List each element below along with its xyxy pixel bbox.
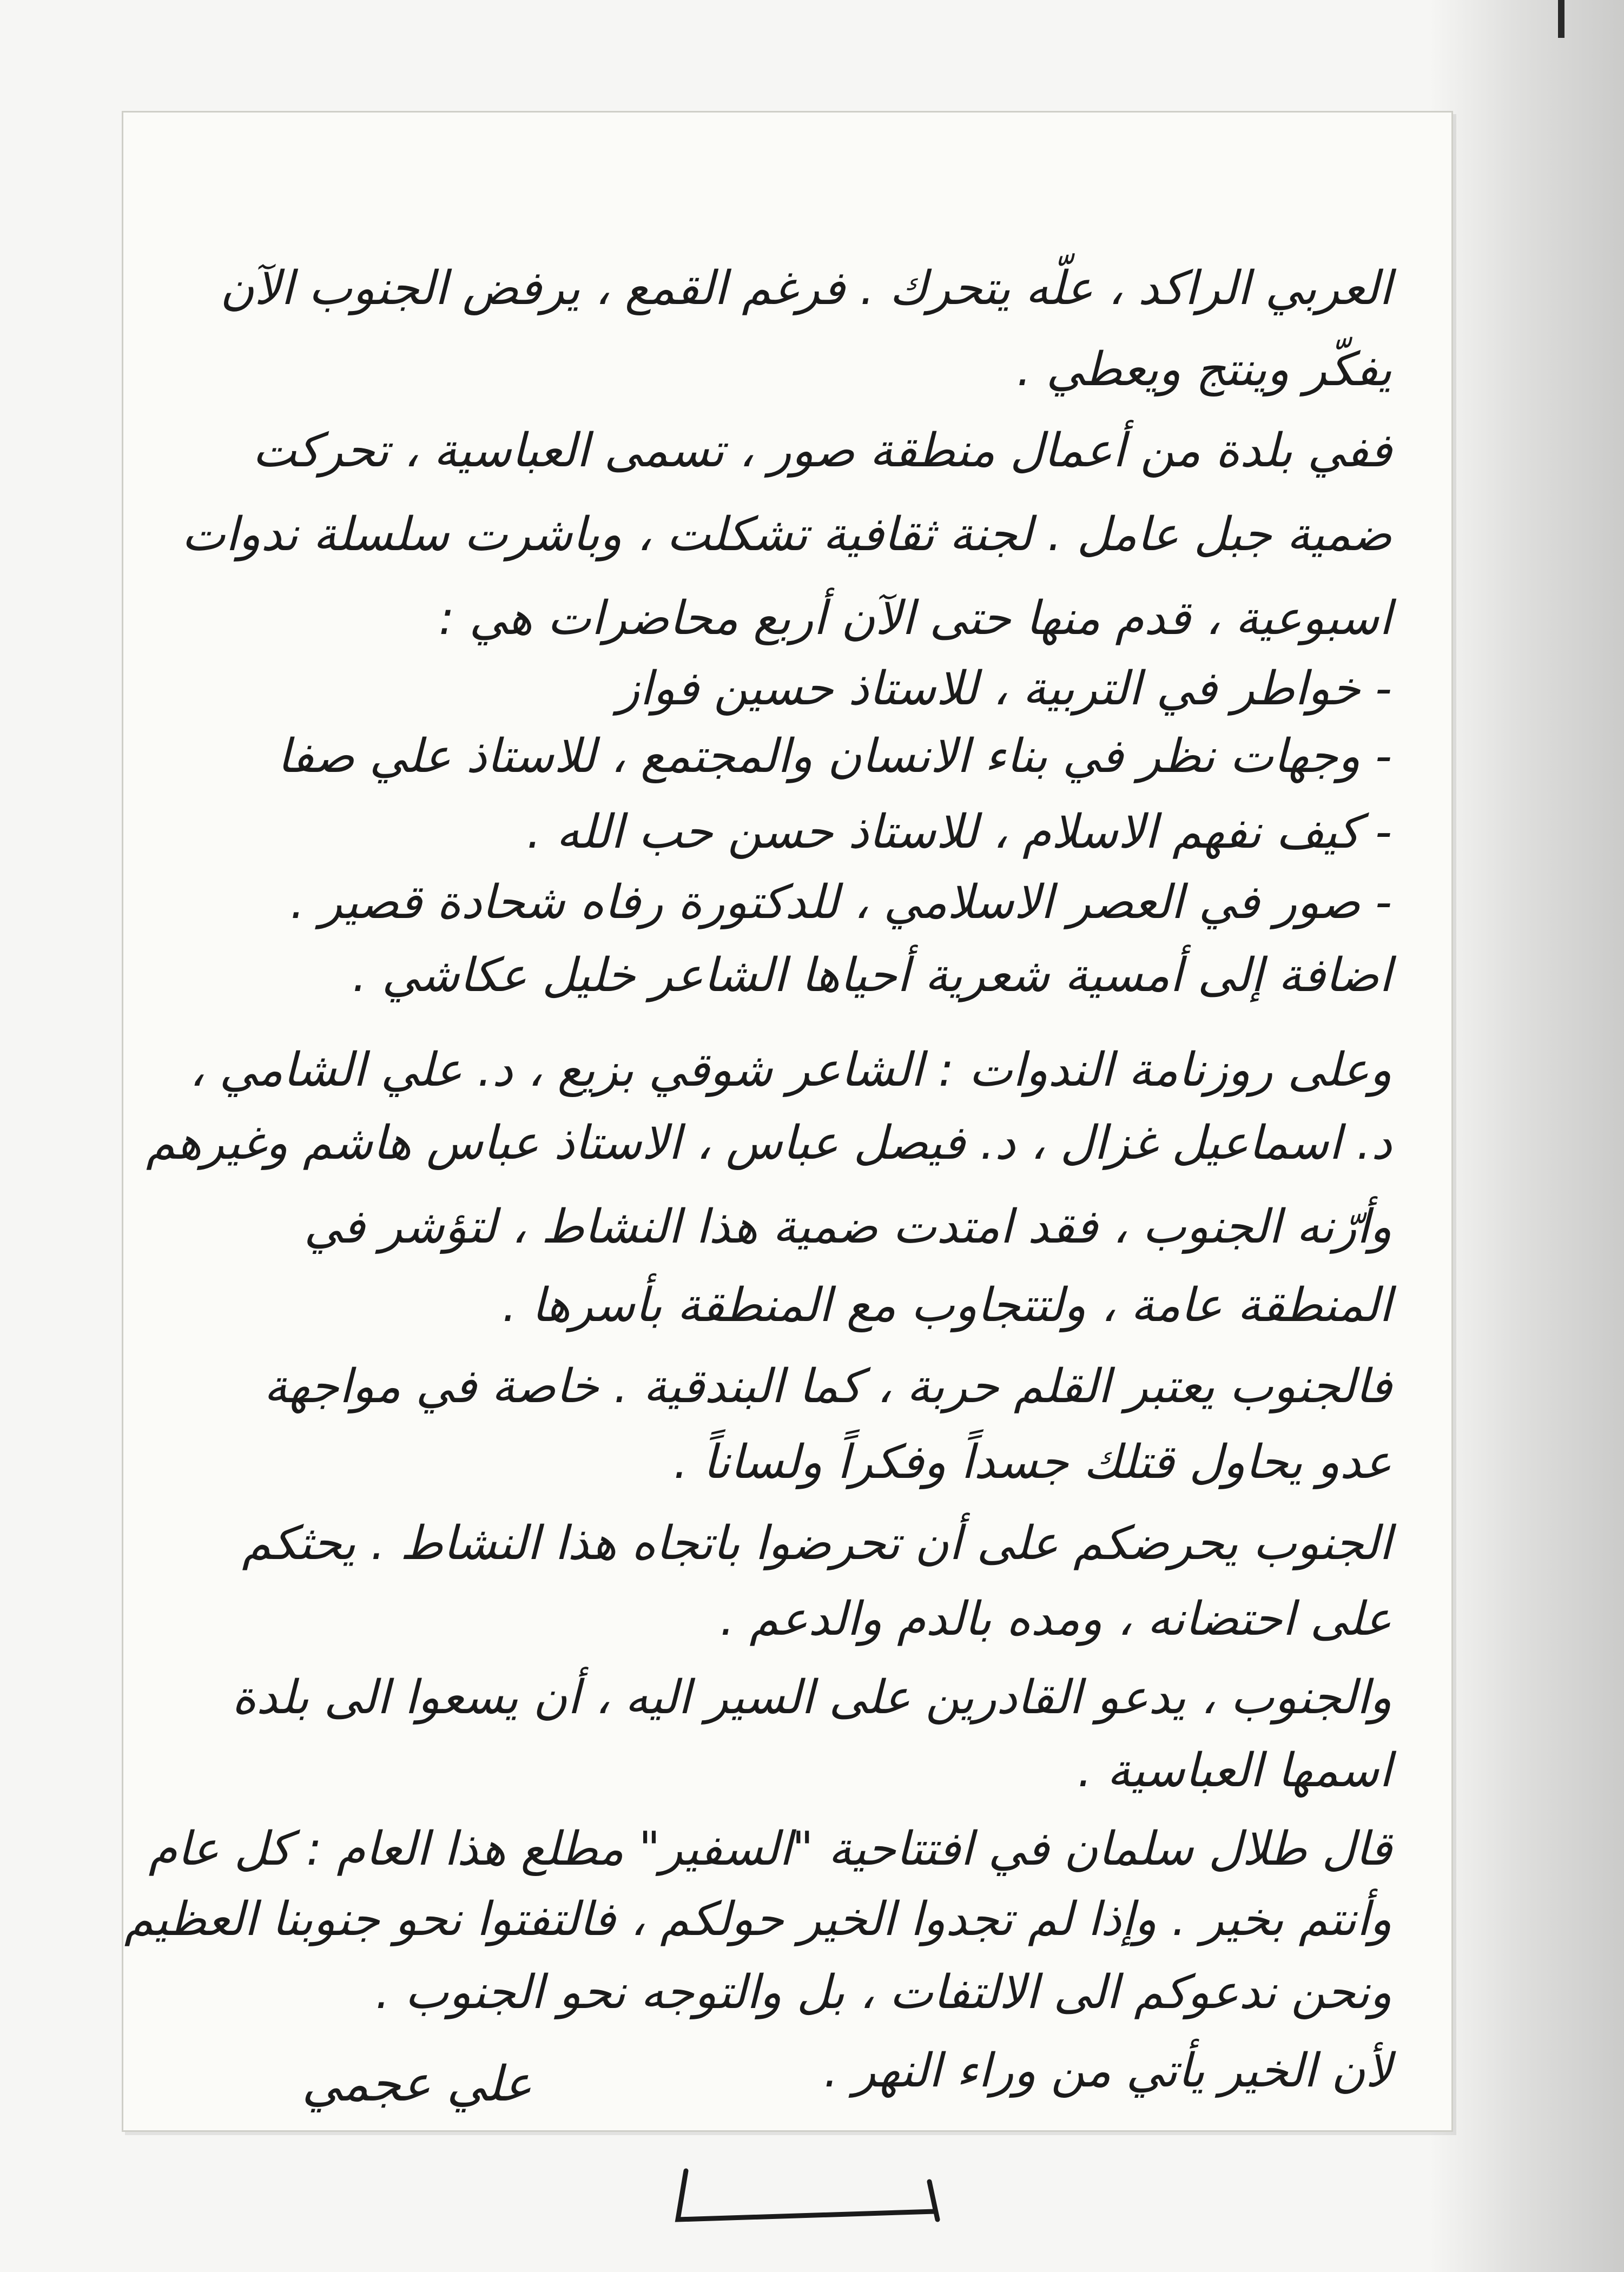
text-line-24: لأن الخير يأتي من وراء النهر . (823, 2044, 1392, 2098)
text-line-14: المنطقة عامة ، ولتتجاوب مع المنطقة بأسرها . (502, 1278, 1392, 1332)
text-line-17: الجنوب يحرضكم على أن تحرضوا باتجاه هذا النشاط . يحثكم (242, 1516, 1392, 1570)
text-line-16: عدو يحاول قتلك جسداً وفكراً ولساناً . (673, 1435, 1392, 1489)
text-line-21: قال طلال سلمان في افتتاحية "السفير" مطلع هذا العام : كل عام (148, 1822, 1392, 1876)
text-line-12: د. اسماعيل غزال ، د. فيصل عباس ، الاستاذ عباس هاشم وغيرهم (146, 1116, 1392, 1170)
text-line-6: - خواطر في التربية ، للاستاذ حسين فواز (617, 662, 1392, 716)
text-line-13: وأرّنه الجنوب ، فقد امتدت ضمية هذا النشاط ، لتؤشر في (303, 1200, 1392, 1254)
text-line-10: اضافة إلى أمسية شعرية أحياها الشاعر خليل عكاشي . (352, 948, 1392, 1002)
text-line-22: وأنتم بخير . وإذا لم تجدوا الخير حولكم ، فالتفتوا نحو جنوبنا العظيم (124, 1892, 1392, 1946)
text-line-8: - كيف نفهم الاسلام ، للاستاذ حسن حب الله . (526, 805, 1392, 859)
text-line-23: ونحن ندعوكم الى الالتفات ، بل والتوجه نحو الجنوب . (375, 1965, 1392, 2019)
author-signature: علي عجمي (302, 2056, 532, 2112)
text-line-2: يفكّر وينتج ويعطي . (1016, 342, 1392, 397)
text-line-11: وعلى روزنامة الندوات : الشاعر شوقي بزيع ، د. علي الشامي ، (189, 1043, 1392, 1097)
text-line-15: فالجنوب يعتبر القلم حربة ، كما البندقية . خاصة في مواجهة (263, 1359, 1392, 1414)
scan-shadow (1429, 0, 1624, 2272)
text-line-3: ففي بلدة من أعمال منطقة صور ، تسمى العباسية ، تحركت (252, 424, 1392, 478)
text-line-5: اسبوعية ، قدم منها حتى الآن أربع محاضرات هي : (439, 591, 1392, 645)
text-line-4: ضمية جبل عامل . لجنة ثقافية تشكلت ، وباشرت سلسلة ندوات (181, 507, 1392, 562)
text-line-20: اسمها العباسية . (1077, 1743, 1392, 1798)
staple-mark (1558, 0, 1564, 38)
text-line-9: - صور في العصر الاسلامي ، للدكتورة رفاه شحادة قصير . (290, 875, 1392, 929)
text-line-18: على احتضانه ، ومده بالدم والدعم . (719, 1592, 1392, 1646)
text-line-7: - وجهات نظر في بناء الانسان والمجتمع ، للاستاذ علي صفا (277, 729, 1392, 783)
text-line-1: العربي الراكد ، علّه يتحرك . فرغم القمع ، يرفض الجنوب الآن (220, 261, 1392, 315)
closing-rule (664, 2160, 946, 2230)
text-line-19: والجنوب ، يدعو القادرين على السير اليه ، أن يسعوا الى بلدة (232, 1670, 1392, 1725)
letter-sheet (122, 111, 1453, 2132)
